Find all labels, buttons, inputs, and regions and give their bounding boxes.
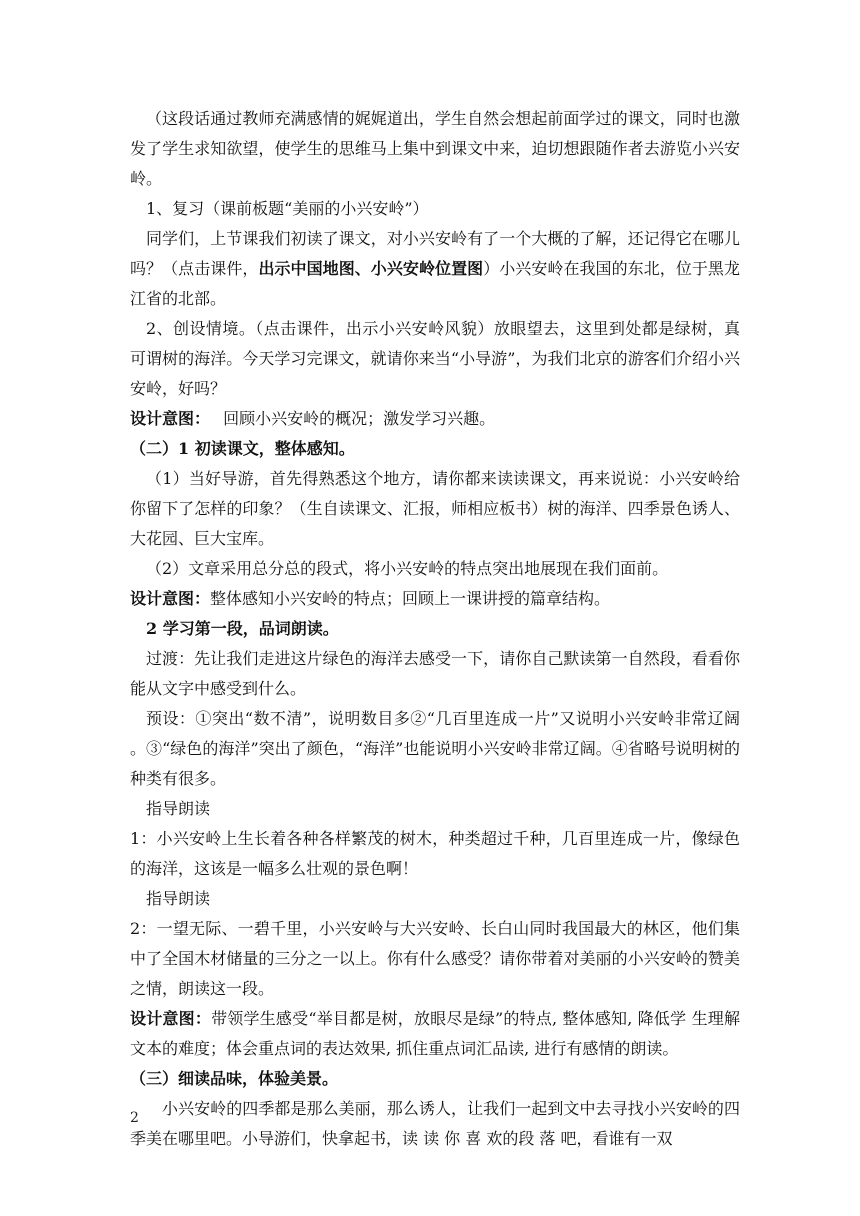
paragraph-text: 2：一望无际、一碧千里，小兴安岭与大兴安岭、长白山同时我国最大的林区，他们集中了全国木材储量的三分之一以上。你有什么感受？请你带着对美丽的小兴安岭的赞美之情，朗读这一段。 — [130, 919, 740, 998]
paragraph-question-1 — [130, 464, 740, 554]
paragraph-text: 预设：①突出“数不清”，说明数目多②“几百里连成一片”又说明小兴安岭非常辽阔 。③“绿色的海洋”突出了颜色，“海洋”也能说明小兴安岭非常辽阔。④省略号说明树的种类有很多。 — [130, 709, 740, 788]
design-intent-2 — [130, 584, 740, 614]
paragraph-text: 1：小兴安岭上生长着各种各样繁茂的树木，种类超过千种，几百里连成一片，像绿色的海洋，这该是一幅多么壮观的景色啊！ — [130, 829, 740, 878]
paragraph-guide-reading-2 — [130, 884, 740, 914]
design-intent-text: 带领学生感受“举目都是树，放眼尽是绿”的特点, 整体感知, 降低学 生理解文本的难度；体会重点词的表达效果, 抓住重点词汇品读, 进行有感情的朗读。 — [130, 1009, 740, 1058]
paragraph-text: 指导朗读 — [146, 889, 211, 908]
paragraph-review-body — [130, 224, 740, 314]
design-intent-text: 整体感知小兴安岭的特点；回顾上一课讲授的篇章结构。 — [210, 589, 611, 608]
section-heading-text: （三）细读品味，体验美景。 — [130, 1069, 339, 1088]
paragraph-question-2 — [130, 554, 740, 584]
paragraph-text: 小兴安岭的四季都是那么美丽，那么诱人，让我们一起到文中去寻找小兴安岭的四季美在哪里吧。小导游们，快拿起书，读 读 你 喜 欢的段 落 吧，看谁有一双 — [130, 1099, 740, 1148]
design-intent-text: 回顾小兴安岭的概况；激发学习兴趣。 — [202, 409, 496, 428]
section-heading-2 — [130, 434, 740, 464]
paragraph-text: （1）当好导游，首先得熟悉这个地方，请你都来读读课文，再来说说：小兴安岭给你留下了怎样的印象？（生自读课文、汇报，师相应板书）树的海洋、四季景色诱人、大花园、巨大宝库。 — [130, 469, 740, 548]
paragraph-transition — [130, 644, 740, 704]
paragraph-text: ）小兴安岭在我国的东北，位于黑龙江省的北部。 — [130, 259, 740, 308]
paragraph-text: 同学们，上节课我们初读了课文，对小兴安岭有了一个大概的了解，还记得它在哪儿吗？（点击课件， — [130, 229, 740, 278]
section-heading-3 — [130, 1064, 740, 1094]
design-intent-3 — [130, 1004, 740, 1064]
paragraph-review-heading — [130, 194, 740, 224]
paragraph-preset — [130, 704, 740, 794]
paragraph-bold-text: 出示中国地图、小兴安岭位置图 — [258, 259, 484, 278]
paragraph-guide-reading-1 — [130, 794, 740, 824]
paragraph-text: 指导朗读 — [146, 799, 211, 818]
paragraph-scene — [130, 314, 740, 404]
section-heading-text: （二）1 初读课文，整体感知。 — [130, 439, 355, 458]
paragraph-four-seasons — [130, 1094, 740, 1154]
paragraph-text: 过渡：先让我们走进这片绿色的海洋去感受一下，请你自己默读第一自然段，看看你能从文字中感受到什么。 — [130, 649, 740, 698]
paragraph-intro — [130, 104, 740, 194]
paragraph-text: 2、创设情境。（点击课件，出示小兴安岭风貌）放眼望去，这里到处都是绿树，真可谓树的海洋。今天学习完课文，就请你来当“小导游”，为我们北京的游客们介绍小兴安岭，好吗？ — [130, 319, 740, 398]
page-number: 2 — [130, 1110, 139, 1126]
paragraph-text: （2）文章采用总分总的段式，将小兴安岭的特点突出地展现在我们面前。 — [146, 559, 669, 578]
design-intent-label: 设计意图： — [130, 1009, 212, 1028]
subsection-heading — [130, 614, 740, 644]
paragraph-reading-2 — [130, 914, 740, 1004]
paragraph-text: （这段话通过教师充满感情的娓娓道出，学生自然会想起前面学过的课文，同时也激发了学生求知欲望，使学生的思维马上集中到课文中来，迫切想跟随作者去游览小兴安岭。 — [130, 109, 740, 188]
paragraph-reading-1 — [130, 824, 740, 884]
design-intent-label: 设计意图： — [130, 589, 211, 608]
design-intent-label: 设计意图： — [130, 409, 203, 428]
design-intent-1 — [130, 404, 740, 434]
document-body — [130, 104, 740, 1154]
paragraph-text: 1、复习（课前板题“美丽的小兴安岭”） — [146, 199, 429, 218]
subsection-heading-text: 2 学习第一段，品词朗读。 — [146, 619, 339, 638]
